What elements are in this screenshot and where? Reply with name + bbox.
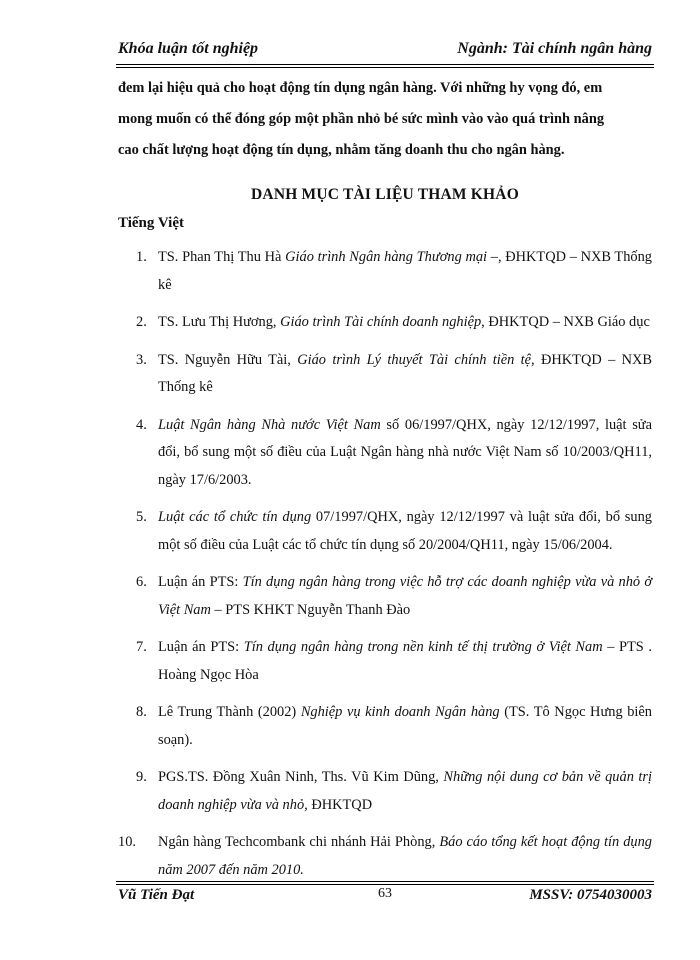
reference-item xyxy=(118,764,652,819)
reference-work-title: Báo cáo tổng kết hoạt động tín dụng năm 2007 đến năm 2010. xyxy=(158,834,653,878)
reference-item xyxy=(118,699,652,754)
reference-author: Ngân hàng Techcombank chi nhánh Hải Phòng, xyxy=(158,834,440,850)
reference-number: 6. xyxy=(136,574,147,590)
reference-item xyxy=(118,634,652,689)
reference-details: – PTS KHKT Nguyễn Thanh Đào xyxy=(210,601,411,618)
page-number: 63 xyxy=(378,886,392,901)
reference-item xyxy=(118,347,652,402)
reference-author: PGS.TS. Đồng Xuân Ninh, Ths. Vũ Kim Dũng, xyxy=(158,769,444,785)
reference-author: Luận án PTS: xyxy=(158,639,244,655)
header-rule xyxy=(116,64,654,68)
intro-line: mong muốn có thể đóng góp một phần nhỏ bé sức mình vào vào quá trình nâng xyxy=(118,111,605,127)
intro-line: đem lại hiệu quả cho hoạt động tín dụng ngân hàng. Với những hy vọng đó, em xyxy=(118,80,603,96)
reference-item xyxy=(118,569,652,624)
reference-author: Lê Trung Thành (2002) xyxy=(158,704,301,720)
reference-work-title: Những nội dung cơ bản về quản trị doanh nghiệp vừa và nhỏ xyxy=(158,769,653,813)
reference-work-title: Tín dụng ngân hàng trong việc hỗ trợ các doanh nghiệp vừa và nhỏ ở Việt Nam xyxy=(158,574,652,618)
reference-number: 8. xyxy=(136,704,147,720)
reference-number: 5. xyxy=(136,509,147,525)
reference-work-title: Giáo trình Tài chính doanh nghiệp xyxy=(280,314,482,330)
reference-details: – PTS . Hoàng Ngọc Hòa xyxy=(158,639,652,683)
reference-author: TS. Phan Thị Thu Hà xyxy=(158,249,286,265)
reference-work-title: Luật Ngân hàng Nhà nước Việt Nam xyxy=(158,416,381,433)
footer-rule xyxy=(116,881,654,885)
header-right: Ngành: Tài chính ngân hàng xyxy=(457,40,652,57)
reference-item xyxy=(118,829,652,884)
reference-item xyxy=(118,244,652,299)
reference-details: , ĐHKTQD xyxy=(304,796,373,813)
reference-item xyxy=(118,309,652,337)
reference-work-title: Giáo trình Ngân hàng Thương mại – xyxy=(285,249,498,265)
reference-number: 3. xyxy=(136,351,147,368)
section-title: DANH MỤC TÀI LIỆU THAM KHẢO xyxy=(251,186,519,203)
reference-number: 10. xyxy=(118,834,136,850)
reference-work-title: Tín dụng ngân hàng trong nền kinh tế thị trường ở Việt Nam xyxy=(243,639,603,655)
reference-item xyxy=(118,504,652,559)
reference-details: , ĐHKTQD – NXB Thống kê xyxy=(158,249,652,293)
reference-details: , ĐHKTQD – NXB Giáo dục xyxy=(481,314,650,330)
reference-number: 9. xyxy=(136,769,147,785)
reference-number: 1. xyxy=(136,249,147,265)
reference-author: Luận án PTS: xyxy=(158,574,243,590)
reference-number: 7. xyxy=(136,639,147,655)
reference-author: TS. Lưu Thị Hương, xyxy=(158,314,281,330)
footer-student-id: MSSV: 0754030003 xyxy=(529,887,652,903)
footer-author: Vũ Tiến Đạt xyxy=(118,887,195,903)
reference-details: (TS. Tô Ngọc Hưng biên soạn). xyxy=(158,704,653,748)
reference-work-title: Luật các tổ chức tín dụng xyxy=(158,509,312,525)
subsection-title: Tiếng Việt xyxy=(118,215,184,231)
intro-paragraph xyxy=(118,73,652,166)
reference-work-title: Nghiệp vụ kinh doanh Ngân hàng xyxy=(300,704,500,720)
intro-line: cao chất lượng hoạt động tín dụng, nhằm tăng doanh thu cho ngân hàng. xyxy=(118,142,565,158)
reference-number: 4. xyxy=(136,416,147,433)
header-left: Khóa luận tốt nghiệp xyxy=(118,40,259,57)
reference-list xyxy=(118,244,652,884)
reference-details: số 06/1997/QHX, ngày 12/12/1997, luật sửa đổi, bổ sung một số điều của Luật Ngân hàng nhà nước Việt Nam số 10/2003/QH11, ngày 17/6/2003. xyxy=(158,416,652,488)
reference-work-title: Giáo trình Lý thuyết Tài chính tiền tệ xyxy=(297,351,532,368)
reference-details: 07/1997/QHX, ngày 12/12/1997 và luật sửa đổi, bổ sung một số điều của Luật các tổ chức tín dụng số 20/2004/QH11, ngày 15/06/2004. xyxy=(158,509,652,553)
page-header xyxy=(118,38,652,64)
reference-number: 2. xyxy=(136,314,147,330)
reference-details: , ĐHKTQD – NXB Thống kê xyxy=(158,351,652,395)
reference-item xyxy=(118,412,652,495)
reference-author: TS. Nguyễn Hữu Tài, xyxy=(158,351,298,368)
